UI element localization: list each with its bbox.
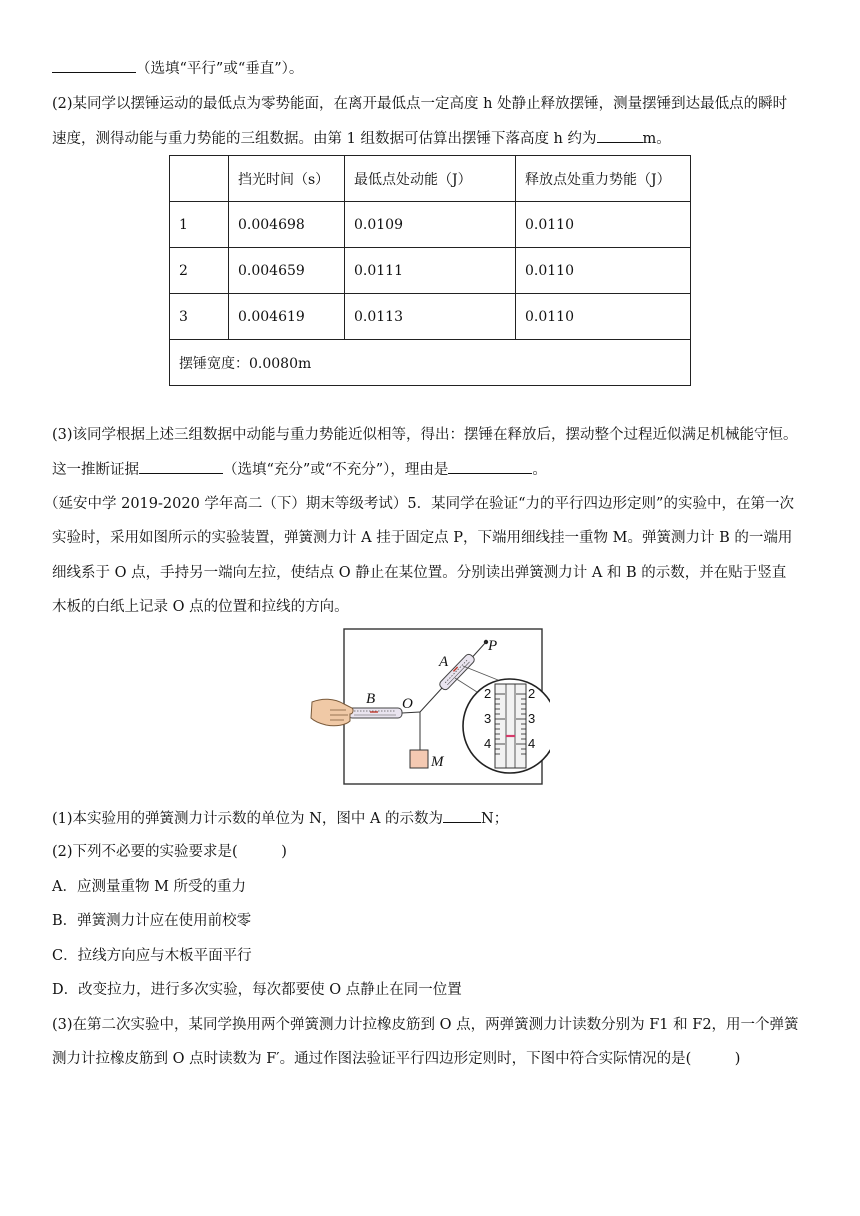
answer-line-1: （选填“平行”或“垂直”）。: [52, 58, 303, 79]
question-2-line-2: 速度，测得动能与重力势能的三组数据。由第 1 组数据可估算出摆锤下落高度 h 约为 m。: [52, 128, 671, 149]
answer-blank[interactable]: [52, 58, 136, 73]
label-a: A: [439, 654, 449, 670]
apparatus-figure: [310, 626, 550, 788]
scale-right-label: 2: [528, 686, 536, 701]
label-p: P: [488, 638, 498, 654]
answer-blank[interactable]: [443, 808, 481, 823]
label-b: B: [366, 691, 376, 707]
table-row: 2 0.004659 0.0111 0.0110: [170, 248, 691, 294]
question-3-stem-line-1: (3)在第二次实验中，某同学换用两个弹簧测力计拉橡皮筋到 O 点，两弹簧测力计读数分别为 F1 和 F2，用一个弹簧: [52, 1017, 799, 1033]
scale-right-label: 3: [528, 711, 536, 726]
scale-right-label: 4: [528, 736, 536, 751]
label-m: M: [431, 754, 444, 770]
answer-blank[interactable]: [597, 128, 643, 143]
scale-left-label: 2: [484, 686, 492, 701]
table-header-row: 挡光时间（s） 最低点处动能（J） 释放点处重力势能（J）: [170, 156, 691, 202]
option-b[interactable]: B．弹簧测力计应在使用前校零: [52, 913, 252, 929]
label-o: O: [402, 696, 413, 712]
table-row: 1 0.004698 0.0109 0.0110: [170, 202, 691, 248]
option-d[interactable]: D．改变拉力，进行多次实验，每次都要使 O 点静止在同一位置: [52, 982, 462, 998]
question-2-line-1: (2)某同学以摆锤运动的最低点为零势能面，在离开最低点一定高度 h 处静止释放摆锤，测量摆锤到达最低点的瞬时: [52, 96, 788, 112]
problem-5-line-2: 实验时，采用如图所示的实验装置，弹簧测力计 A 挂于固定点 P，下端用细线挂一重物 M。弹簧测力计 B 的一端用: [52, 530, 793, 546]
spring-scale-b: [348, 708, 402, 718]
table-footer-row: 摆锤宽度：0.0080m: [170, 340, 691, 386]
option-c[interactable]: C．拉线方向应与木板平面平行: [52, 948, 252, 964]
answer-blank[interactable]: [139, 459, 223, 474]
option-a[interactable]: A．应测量重物 M 所受的重力: [52, 879, 247, 895]
problem-5-line-4: 木板的白纸上记录 O 点的位置和拉线的方向。: [52, 599, 349, 615]
problem-5-line-3: 细线系于 O 点，手持另一端向左拉，使结点 O 静止在某位置。分别读出弹簧测力计 A 和 B 的示数，并在贴于竖直: [52, 565, 787, 581]
scale-left-label: 4: [484, 736, 492, 751]
table-row: 3 0.004619 0.0113 0.0110: [170, 294, 691, 340]
weight-m: [410, 750, 428, 768]
data-table: [169, 155, 691, 386]
question-2-stem: (2)下列不必要的实验要求是( ): [52, 844, 287, 860]
question-3-line-1: (3)该同学根据上述三组数据中动能与重力势能近似相等，得出：摆锤在释放后，摆动整个过程近似满足机械能守恒。: [52, 427, 798, 443]
answer-blank[interactable]: [448, 459, 532, 474]
problem-5-line-1: （延安中学 2019-2020 学年高二（下）期末等级考试）5．某同学在验证“力的平行四边形定则”的实验中，在第一次: [44, 496, 794, 512]
scale-left-label: 3: [484, 711, 492, 726]
question-3-line-2: 这一推断证据 （选填“充分”或“不充分”），理由是 。: [52, 459, 547, 480]
question-1-line: (1)本实验用的弹簧测力计示数的单位为 N，图中 A 的示数为 N；: [52, 808, 508, 829]
question-3-stem-line-2: 测力计拉橡皮筋到 O 点时读数为 F′。通过作图法验证平行四边形定则时，下图中符合实际情况的是( ): [52, 1051, 741, 1067]
